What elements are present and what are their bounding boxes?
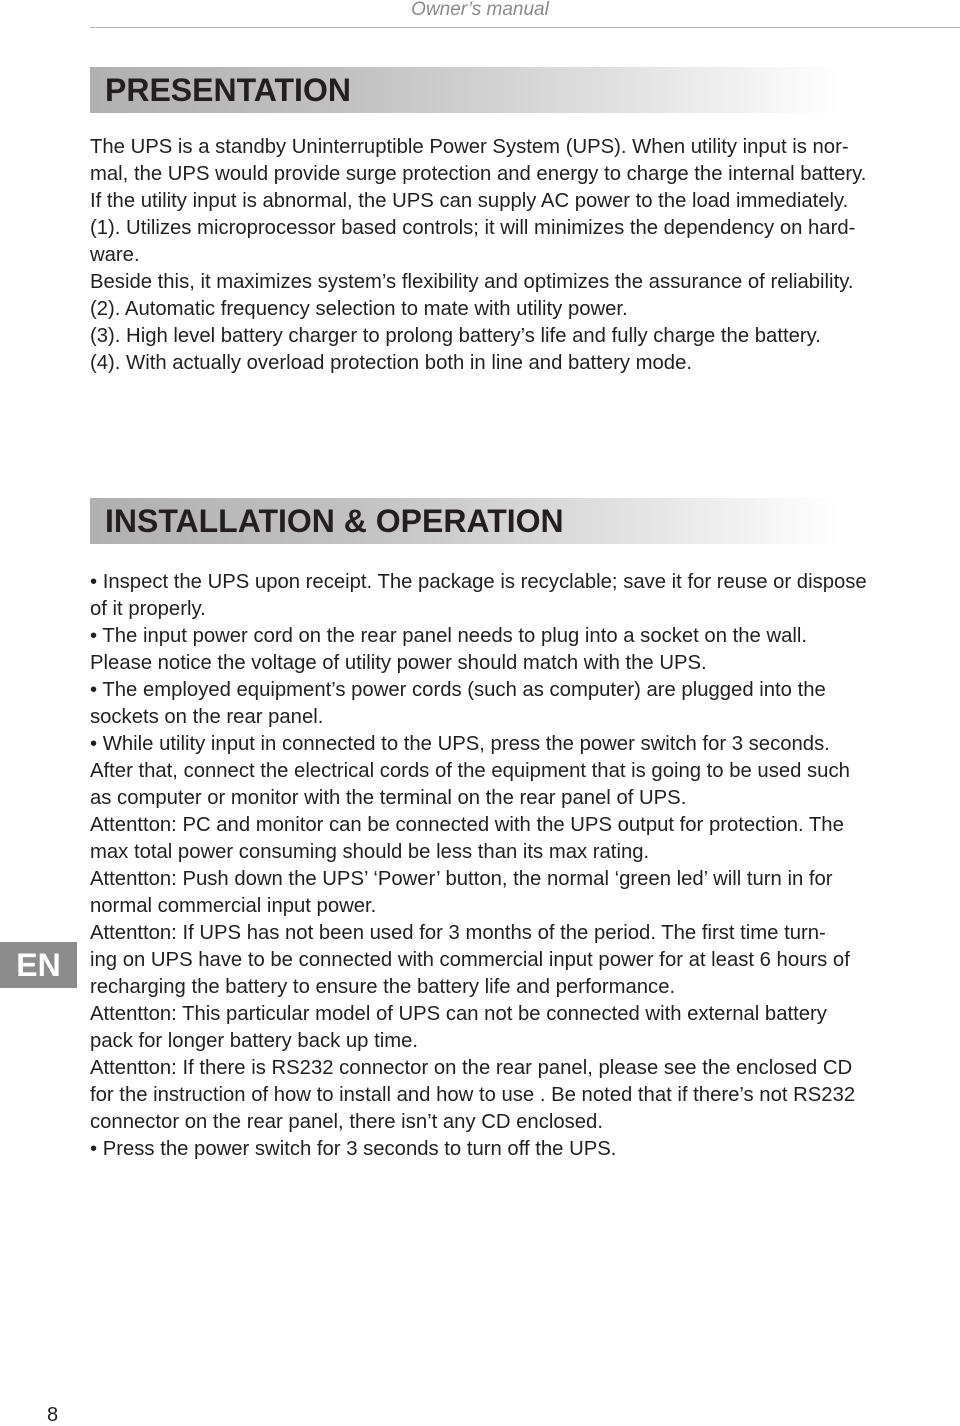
presentation-heading-bar: [90, 67, 840, 113]
installation-line: Attentton: This particular model of UPS can not be connected with external battery: [90, 1003, 827, 1025]
presentation-line: (2). Automatic frequency selection to mate with utility power.: [90, 298, 628, 320]
presentation-line: Beside this, it maximizes system’s flexibility and optimizes the assurance of reliability.: [90, 271, 854, 293]
presentation-line: ware.: [90, 244, 140, 266]
installation-line: of it properly.: [90, 598, 206, 620]
header-rule: [90, 27, 960, 28]
language-tab: EN: [0, 942, 77, 988]
installation-line: • The employed equipment’s power cords (such as computer) are plugged into the: [90, 679, 826, 701]
installation-line: as computer or monitor with the terminal on the rear panel of UPS.: [90, 787, 687, 809]
installation-line: max total power consuming should be less than its max rating.: [90, 841, 650, 863]
installation-line: for the instruction of how to install and how to use . Be noted that if there’s not RS232: [90, 1084, 856, 1106]
presentation-line: (3). High level battery charger to prolong battery’s life and fully charge the battery.: [90, 325, 821, 347]
installation-line: pack for longer battery back up time.: [90, 1030, 419, 1052]
installation-line: ing on UPS have to be connected with commercial input power for at least 6 hours of: [90, 949, 850, 971]
installation-line: Attentton: PC and monitor can be connected with the UPS output for protection. The: [90, 814, 844, 836]
installation-line: After that, connect the electrical cords of the equipment that is going to be used such: [90, 760, 850, 782]
installation-line: • While utility input in connected to the UPS, press the power switch for 3 seconds.: [90, 733, 830, 755]
presentation-body: [90, 134, 956, 377]
presentation-line: The UPS is a standby Uninterruptible Power System (UPS). When utility input is nor-: [90, 136, 849, 158]
installation-line: Please notice the voltage of utility power should match with the UPS.: [90, 652, 707, 674]
installation-line: Attentton: If there is RS232 connector on the rear panel, please see the enclosed CD: [90, 1057, 853, 1079]
page-number: 8: [47, 1404, 59, 1426]
presentation-line: (4). With actually overload protection both in line and battery mode.: [90, 352, 693, 374]
installation-line: Attentton: If UPS has not been used for 3 months of the period. The first time turn-: [90, 922, 826, 944]
installation-line: Attentton: Push down the UPS’ ‘Power’ button, the normal ‘green led’ will turn in for: [90, 868, 833, 890]
presentation-line: If the utility input is abnormal, the UPS can supply AC power to the load immediately.: [90, 190, 849, 212]
installation-heading: INSTALLATION & OPERATION: [105, 503, 564, 539]
installation-body: [90, 569, 956, 1163]
installation-line: • Inspect the UPS upon receipt. The package is recyclable; save it for reuse or dispose: [90, 571, 867, 593]
running-header: Owner’s manual: [411, 0, 549, 20]
presentation-line: mal, the UPS would provide surge protection and energy to charge the internal battery.: [90, 163, 867, 185]
installation-line: • The input power cord on the rear panel needs to plug into a socket on the wall.: [90, 625, 808, 647]
installation-line: recharging the battery to ensure the battery life and performance.: [90, 976, 676, 998]
installation-line: normal commercial input power.: [90, 895, 377, 917]
installation-line: sockets on the rear panel.: [90, 706, 324, 728]
installation-line: connector on the rear panel, there isn’t any CD enclosed.: [90, 1111, 603, 1133]
installation-line: • Press the power switch for 3 seconds to turn off the UPS.: [90, 1138, 617, 1160]
installation-heading-bar: [90, 498, 840, 544]
presentation-heading: PRESENTATION: [105, 72, 351, 108]
presentation-line: (1). Utilizes microprocessor based controls; it will minimizes the dependency on hard-: [90, 217, 856, 239]
